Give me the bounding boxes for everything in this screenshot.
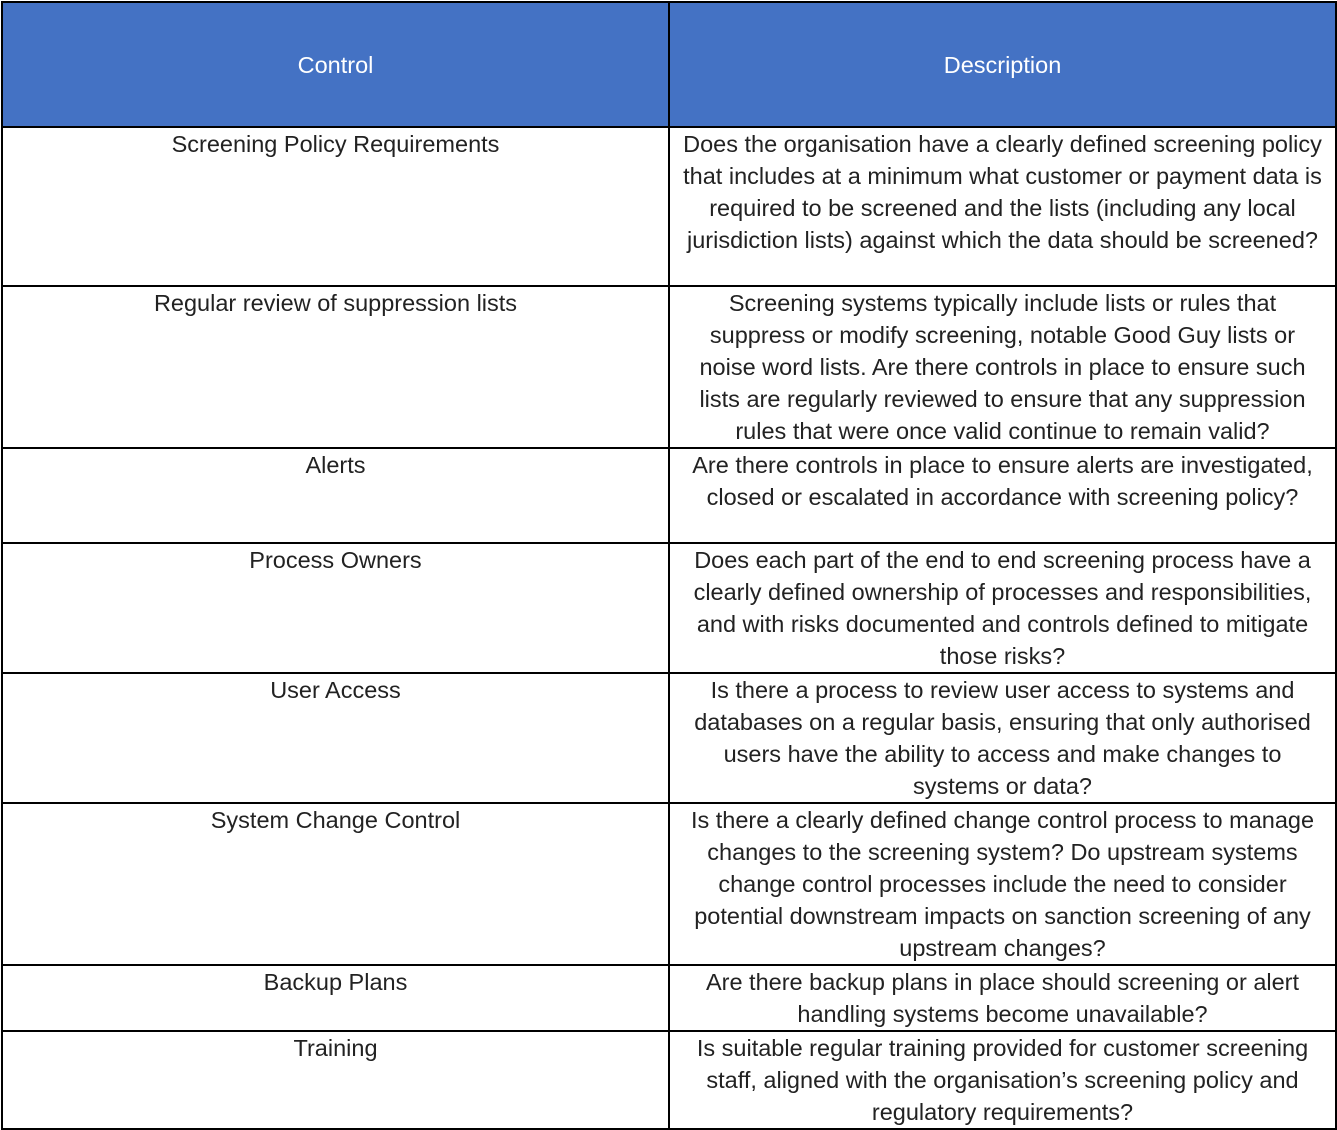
control-description: Does the organisation have a clearly defined screening policy that includes at a minimum what customer or payment data is required to be screened and the lists (including any local jurisdiction lists) against which the data should be screened? — [683, 131, 1322, 253]
table-row — [2, 673, 1336, 803]
description-cell — [669, 543, 1336, 673]
table-row — [2, 448, 1336, 543]
table-row — [2, 803, 1336, 965]
description-cell — [669, 965, 1336, 1031]
control-name: Regular review of suppression lists — [153, 290, 518, 316]
control-description: Is there a clearly defined change control process to manage changes to the screening system? Do upstream systems change control processes include the need to consider potential downstream impacts on sanction screening of any upstream changes? — [690, 807, 1315, 961]
description-cell — [669, 803, 1336, 965]
description-cell — [669, 286, 1336, 448]
control-description: Are there backup plans in place should screening or alert handling systems become unavailable? — [705, 969, 1300, 1027]
table-row — [2, 543, 1336, 673]
control-name: Process Owners — [249, 547, 422, 573]
table-row — [2, 965, 1336, 1031]
description-cell — [669, 1031, 1336, 1129]
control-name: Training — [293, 1035, 378, 1061]
control-cell — [2, 286, 669, 448]
control-description: Does each part of the end to end screening process have a clearly defined ownership of processes and responsibilities, and with risks documented and controls defined to mitigate those risks? — [693, 547, 1312, 669]
controls-table — [1, 1, 1337, 1130]
table-row — [2, 286, 1336, 448]
control-cell — [2, 965, 669, 1031]
control-cell — [2, 448, 669, 543]
control-name: User Access — [270, 677, 401, 703]
control-name: Screening Policy Requirements — [171, 131, 500, 157]
control-description: Are there controls in place to ensure alerts are investigated, closed or escalated in accordance with screening policy? — [692, 452, 1313, 510]
table-row — [2, 1031, 1336, 1129]
control-cell — [2, 543, 669, 673]
description-cell — [669, 448, 1336, 543]
header-row — [2, 2, 1336, 127]
table-body — [2, 127, 1336, 1129]
control-cell — [2, 673, 669, 803]
control-cell — [2, 1031, 669, 1129]
control-name: Alerts — [305, 452, 366, 478]
table-header — [2, 2, 1336, 127]
control-description: Is suitable regular training provided for customer screening staff, aligned with the organisation’s screening policy and regulatory requirements? — [696, 1035, 1309, 1125]
description-cell — [669, 673, 1336, 803]
control-description: Is there a process to review user access to systems and databases on a regular basis, ensuring that only authorised users have the ability to access and make changes to systems or data? — [694, 677, 1311, 799]
description-cell — [669, 127, 1336, 286]
column-header-description: Description — [669, 2, 1336, 127]
column-header-control: Control — [2, 2, 669, 127]
control-cell — [2, 803, 669, 965]
table-row — [2, 127, 1336, 286]
control-cell — [2, 127, 669, 286]
control-name: Backup Plans — [263, 969, 408, 995]
control-description: Screening systems typically include lists or rules that suppress or modify screening, notable Good Guy lists or noise word lists. Are there controls in place to ensure such lists are regularly reviewed to ensure that any suppression rules that were once valid continue to remain valid? — [699, 290, 1306, 444]
control-name: System Change Control — [210, 807, 461, 833]
